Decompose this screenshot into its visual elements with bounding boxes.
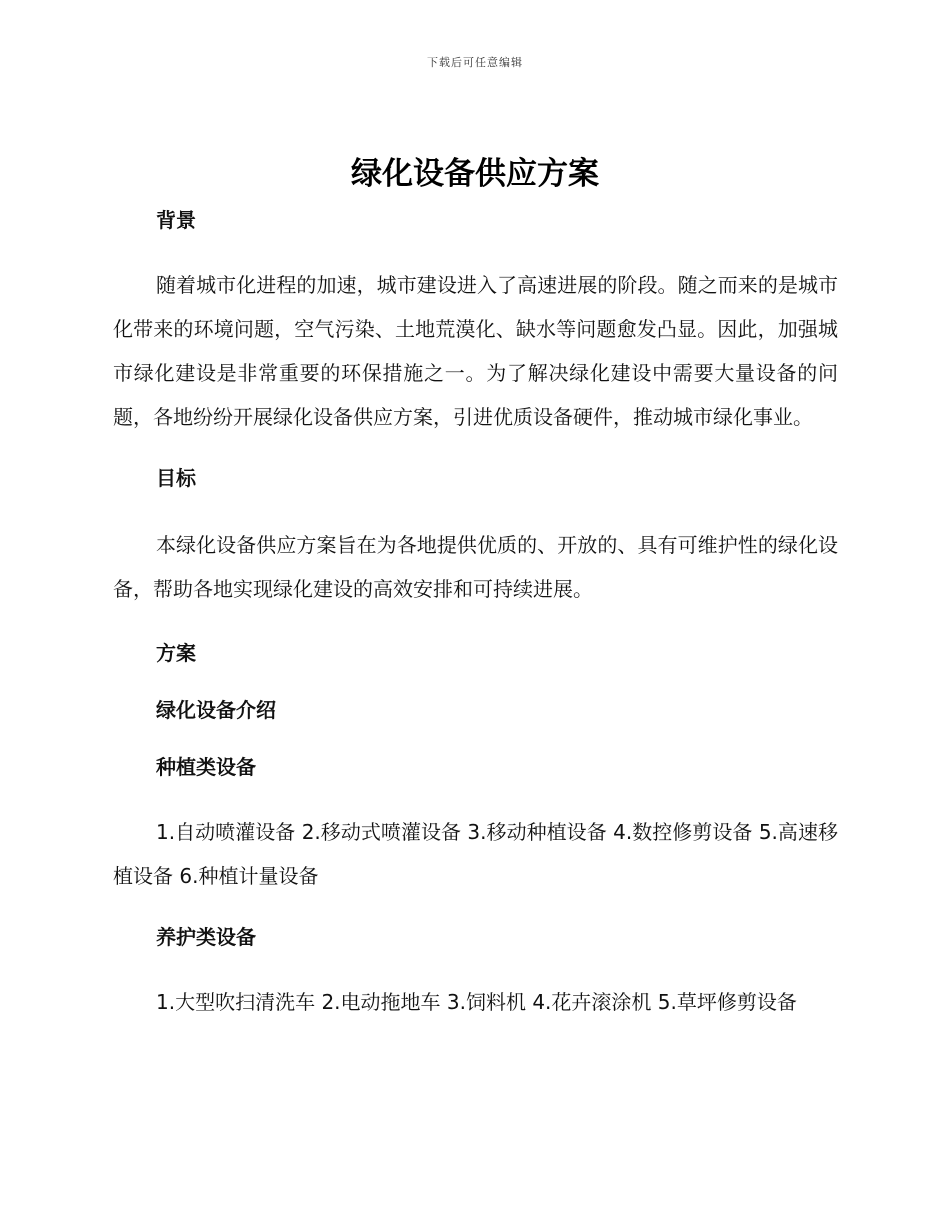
section-heading-maintenance-equipment: 养护类设备 xyxy=(156,925,256,949)
paragraph-planting-equipment: 1.自动喷灌设备 2.移动式喷灌设备 3.移动种植设备 4.数控修剪设备 5.高速移植设备 6.种植计量设备 xyxy=(113,820,838,888)
document-body xyxy=(113,205,838,1024)
paragraph-maintenance-equipment: 1.大型吹扫清洗车 2.电动拖地车 3.饲料机 4.花卉滚涂机 5.草坪修剪设备 xyxy=(156,990,797,1014)
section-heading-plan: 方案 xyxy=(156,641,196,665)
section-heading-background: 背景 xyxy=(156,208,196,232)
section-heading-equipment-intro: 绿化设备介绍 xyxy=(156,698,276,722)
header-note: 下载后可任意编辑 xyxy=(427,56,523,69)
paragraph-background: 随着城市化进程的加速，城市建设进入了高速进展的阶段。随之而来的是城市化带来的环境问题，空气污染、土地荒漠化、缺水等问题愈发凸显。因此，加强城市绿化建设是非常重要的环保措施之一。为了解决绿化建设中需要大量设备的问题，各地纷纷开展绿化设备供应方案，引进优质设备硬件，推动城市绿化事业。 xyxy=(113,273,838,429)
document-title: 绿化设备供应方案 xyxy=(351,156,599,192)
paragraph-goal: 本绿化设备供应方案旨在为各地提供优质的、开放的、具有可维护性的绿化设备，帮助各地实现绿化建设的高效安排和可持续进展。 xyxy=(113,533,838,601)
section-heading-goal: 目标 xyxy=(156,466,196,490)
section-heading-planting-equipment: 种植类设备 xyxy=(156,755,256,779)
